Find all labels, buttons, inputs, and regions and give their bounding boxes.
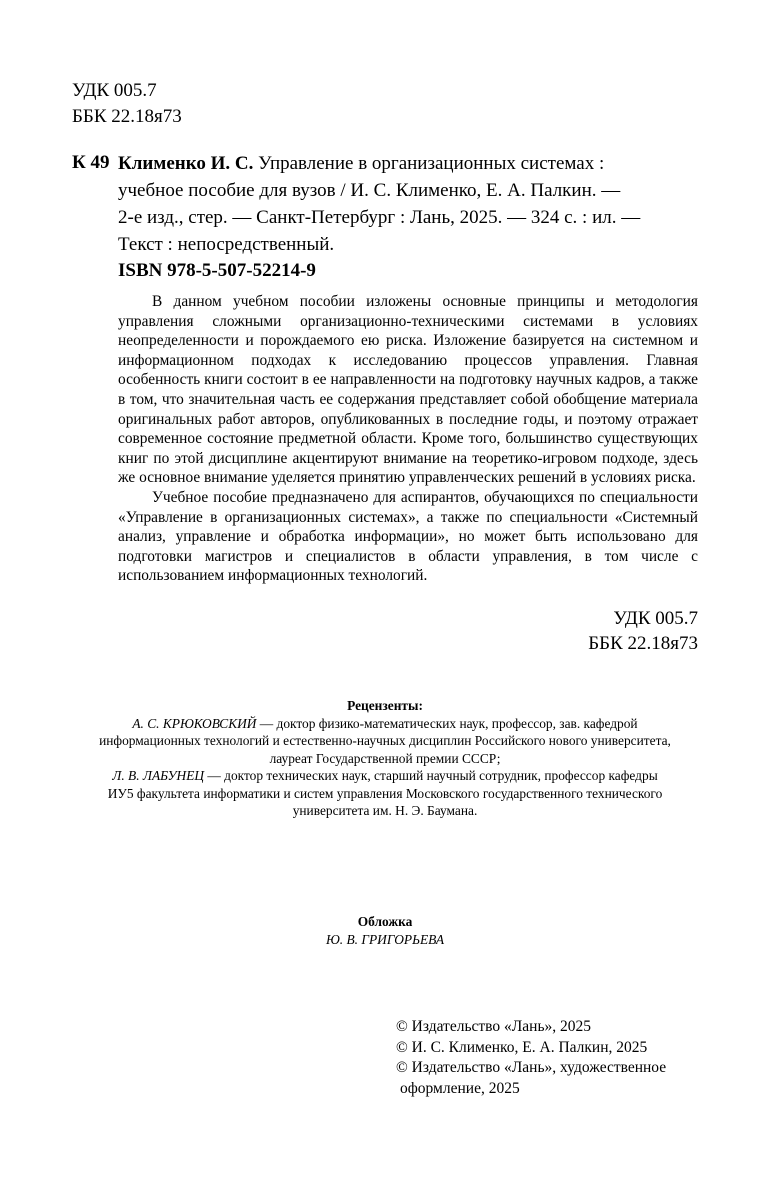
cover-heading: Обложка xyxy=(357,914,413,929)
reviewers-heading: Рецензенты: xyxy=(347,698,423,713)
reviewer-1-line-3: лауреат Государственной премии СССР; xyxy=(269,750,501,766)
classification-right xyxy=(540,606,698,656)
copyright-line-4: оформление, 2025 xyxy=(400,1079,520,1097)
isbn: ISBN 978-5-507-52214-9 xyxy=(118,260,316,281)
bbk-code: ББК 22.18я73 xyxy=(72,106,182,127)
bbk-code-right: ББК 22.18я73 xyxy=(588,633,698,654)
reviewer-1-line-2: информационных технологий и естественно-научных дисциплин Российского нового университета, xyxy=(99,733,671,748)
udk-code: УДК 005.7 xyxy=(72,80,157,101)
abstract xyxy=(118,292,698,586)
udk-code-right: УДК 005.7 xyxy=(613,608,698,629)
abstract-paragraph-1: В данном учебном пособии изложены основные принципы и методология управления сложными организационно-техническими системами в условиях неопределенности и порождаемого ею риска. Изложение базируется на системном и информационном подходах к исследованию процессов управления. Главная особенность книги состоит в ее направленности на подготовку научных кадров, а также в том, что значительная часть ее содержания представляет собой обобщение материала оригинальных работ авторов, опубликованных в последние годы, и поэтому отражает современное состояние предметной области. Кроме того, большинство существующих книг по этой дисциплине акцентируют внимание на теоретико-игровом подходе, здесь же основное внимание уделяется принятию управленческих решений в условиях риска. xyxy=(118,293,698,487)
reviewer-1-name: А. С. КРЮКОВСКИЙ xyxy=(132,715,257,731)
copyright-line-2: © И. С. Клименко, Е. А. Палкин, 2025 xyxy=(396,1038,648,1056)
author-mark: К 49 xyxy=(72,152,110,173)
copyright-block xyxy=(396,1017,696,1099)
cover-credit xyxy=(72,913,698,949)
copyright-line-1: © Издательство «Лань», 2025 xyxy=(396,1018,592,1035)
classification-top xyxy=(72,78,182,130)
bibliographic-record xyxy=(118,150,698,258)
reviewer-1-desc: — доктор физико-математических наук, профессор, зав. кафедрой xyxy=(256,715,638,731)
reviewer-2-name: Л. В. ЛАБУНЕЦ xyxy=(112,768,205,783)
reviewers-block xyxy=(72,697,698,820)
biblio-line-4: Текст : непосредственный. xyxy=(118,234,335,255)
abstract-paragraph-2: Учебное пособие предназначено для аспирантов, обучающихся по специальности «Управление в организационных системах», а также по специальности «Системный анализ, управление и обработка информации», но может быть использовано для подготовки магистров и специалистов в области управления, в том числе с использованием информационных технологий. xyxy=(118,488,698,585)
reviewer-2-line-3: университета им. Н. Э. Баумана. xyxy=(292,803,478,818)
biblio-author: Клименко И. С. xyxy=(118,153,254,174)
reviewer-2-desc: — доктор технических наук, старший научный сотрудник, профессор кафедры xyxy=(204,768,658,783)
cover-designer: Ю. В. ГРИГОРЬЕВА xyxy=(325,932,445,947)
biblio-title: Управление в организационных системах : xyxy=(253,153,605,174)
biblio-line-3: 2-е изд., стер. — Санкт-Петербург : Лань, 2025. — 324 с. : ил. — xyxy=(118,207,641,228)
copyright-line-3: © Издательство «Лань», художественное xyxy=(396,1059,667,1076)
reviewer-2-line-2: ИУ5 факультета информатики и систем управления Московского государственного технического xyxy=(107,785,663,801)
biblio-line-2: учебное пособие для вузов / И. С. Клименко, Е. А. Палкин. — xyxy=(118,180,621,201)
